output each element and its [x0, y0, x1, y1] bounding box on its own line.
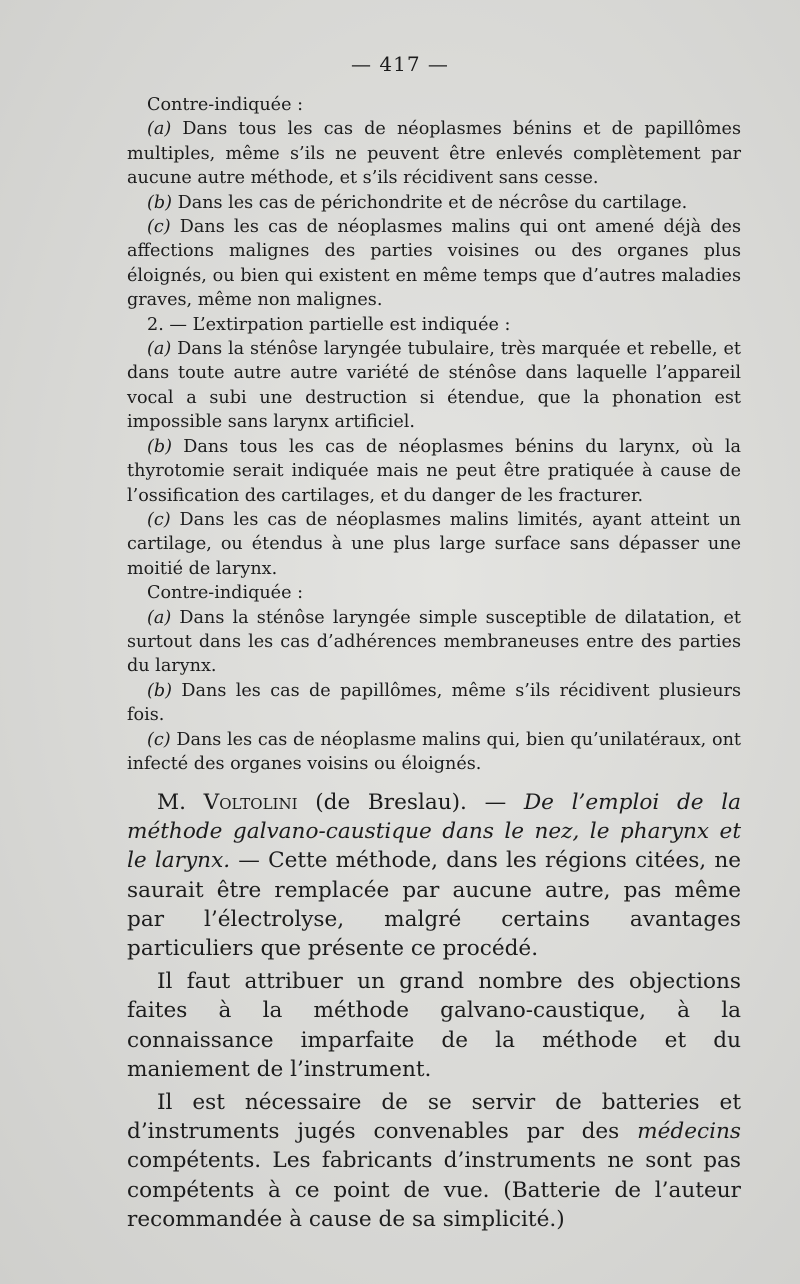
item-text: Dans tous les cas de néoplasmes bénins du larynx, où la thyrotomie serait indiquée mais ne peut être pratiquée à cause de l’ossification des cartilages, et du danger de les fracturer. — [127, 436, 742, 506]
item-text: Dans les cas de périchondrite et de nécrôse du cartilage. — [177, 192, 688, 213]
ind-2-item-c — [127, 508, 741, 581]
contra-1-item-b — [127, 191, 741, 215]
intro-text: — Cette méthode, dans les régions citées, ne saurait être remplacée par aucune autre, pas même par l’électrolyse, malgré certains avantages particuliers que présente ce procédé. — [127, 848, 741, 962]
voltolini-section — [127, 788, 741, 1234]
author-name: Voltolini — [203, 790, 298, 815]
section-2-heading: 2. — L’extirpation partielle est indiquée : — [147, 314, 511, 335]
small-print-block — [127, 93, 741, 776]
para3-text-before: Il est nécessaire de se servir de batteries et d’instruments jugés convenables par des — [127, 1090, 741, 1145]
contra-1-item-c — [127, 215, 741, 313]
para3-emphasis: médecins — [637, 1119, 741, 1145]
para3-text-after: compétents. Les fabricants d’instruments ne sont pas compétents à ce point de vue. (Batterie de l’auteur recommandée à cause de sa simplicité.) — [127, 1148, 741, 1232]
item-marker: (b) — [147, 436, 172, 457]
item-marker: (c) — [147, 509, 171, 530]
voltolini-paragraph-2: Il faut attribuer un grand nombre des objections faites à la méthode galvano-caustique, à la connaissance imparfaite de la méthode et du maniement de l’instrument. — [127, 969, 741, 1082]
contra-2-item-a — [127, 606, 741, 679]
contra-heading-1: Contre-indiquée : — [147, 95, 304, 115]
author-place: (de Breslau). — — [297, 790, 524, 815]
author-prefix: M. — [157, 790, 204, 815]
voltolini-paragraph-3 — [127, 1088, 741, 1234]
item-marker: (a) — [147, 607, 172, 628]
voltolini-intro-paragraph — [127, 788, 741, 963]
contra-1-item-a — [127, 117, 741, 190]
ind-2-item-a — [127, 337, 741, 435]
item-text: Dans les cas de néoplasme malins qui, bien qu’unilatéraux, ont infecté des organes voisins ou éloignés. — [127, 729, 741, 774]
item-marker: (a) — [147, 119, 172, 140]
item-text: Dans les cas de néoplasmes malins limités, ayant atteint un cartilage, ou étendus à une plus large surface sans dépasser une moitié de larynx. — [127, 509, 742, 579]
ind-2-item-b — [127, 435, 741, 508]
item-text: Dans la sténôse laryngée simple susceptible de dilatation, et surtout dans les cas d’adhérences membraneuses entre des parties du larynx. — [127, 607, 742, 677]
paper-title: De l’emploi de la méthode galvano-caustique dans le nez, le pharynx et le larynx. — [127, 790, 742, 874]
item-marker: (c) — [147, 217, 171, 238]
item-text: Dans tous les cas de néoplasmes bénins et de papillômes multiples, même s’ils ne peuvent être enlevés complètement par aucune autre méthode, et s’ils récidivent sans cesse. — [127, 119, 741, 189]
item-text: Dans la sténôse laryngée tubulaire, très marquée et rebelle, et dans toute autre autre variété de sténôse dans laquelle l’appareil vocal a subi une destruction si étendue, que la phonation est impossible sans larynx artificiel. — [127, 339, 741, 433]
item-text: Dans les cas de néoplasmes malins qui ont amené déjà des affections malignes des parties voisines ou des organes plus éloignés, ou bien qui existent en même temps que d’autres maladies graves, même non malignes. — [127, 217, 742, 311]
item-marker: (b) — [147, 680, 172, 701]
page-number: — 417 — — [351, 52, 449, 76]
item-text: Dans les cas de papillômes, même s’ils récidivent plusieurs fois. — [127, 680, 741, 726]
item-marker: (c) — [147, 729, 171, 750]
item-marker: (b) — [147, 192, 172, 213]
contra-heading-2: Contre-indiquée : — [147, 583, 304, 604]
item-marker: (a) — [147, 339, 172, 360]
contra-2-item-b — [127, 679, 741, 728]
contra-2-item-c — [127, 728, 741, 777]
